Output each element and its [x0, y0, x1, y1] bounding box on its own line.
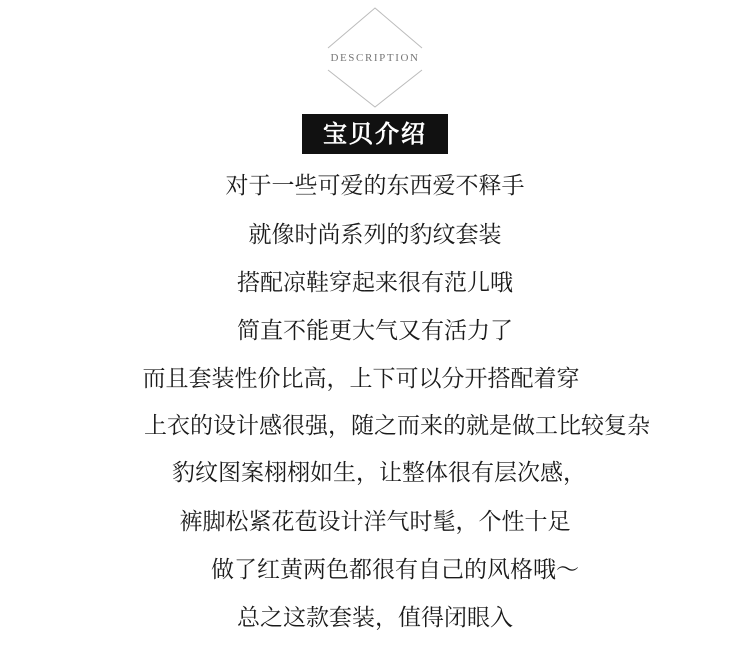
description-line: 做了红黄两色都很有自己的风格哦～ — [211, 557, 579, 583]
section-label: DESCRIPTION — [330, 52, 420, 64]
description-line: 总之这款套装，值得闭眼入 — [237, 605, 513, 631]
description-line: 上衣的设计感很强，随之而来的就是做工比较复杂 — [144, 413, 650, 439]
description-line: 豹纹图案栩栩如生，让整体很有层次感， — [172, 460, 586, 486]
description-line: 简直不能更大气又有活力了 — [237, 318, 513, 344]
description-line: 裤脚松紧花苞设计洋气时髦，个性十足 — [179, 509, 571, 535]
description-line: 而且套装性价比高，上下可以分开搭配着穿 — [142, 366, 580, 392]
description-line: 就像时尚系列的豹纹套装 — [248, 222, 502, 248]
description-line: 搭配凉鞋穿起来很有范儿哦 — [237, 270, 513, 296]
description-line: 对于一些可爱的东西爱不释手 — [225, 173, 525, 199]
section-title: 宝贝介绍 — [302, 114, 448, 154]
